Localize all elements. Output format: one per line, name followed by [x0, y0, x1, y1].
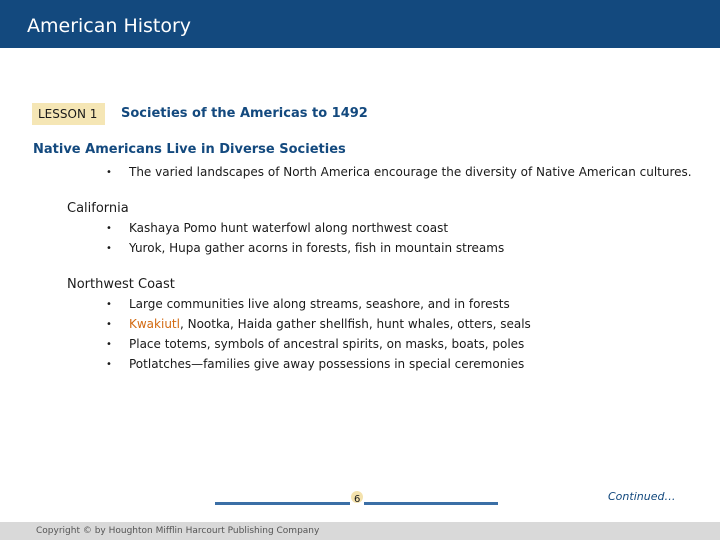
lesson-tag [32, 103, 105, 125]
footer-rule-left [215, 502, 350, 505]
northwest-bullet-rest: , Nootka, Haida gather shellfish, hunt whales, otters, seals [179, 317, 531, 331]
bullet-marker: • [106, 299, 112, 310]
footer-rule-right [364, 502, 498, 505]
northwest-bullet: Potlatches—families give away possessions in special ceremonies [129, 357, 525, 371]
northwest-heading: Northwest Coast [67, 277, 175, 292]
northwest-bullet: Place totems, symbols of ancestral spirits, on masks, boats, poles [129, 337, 525, 351]
bullet-marker: • [106, 223, 112, 234]
lesson-title: Societies of the Americas to 1492 [121, 106, 368, 121]
california-bullet: Yurok, Hupa gather acorns in forests, fish in mountain streams [129, 241, 505, 255]
bullet-marker: • [106, 359, 112, 370]
intro-bullet: The varied landscapes of North America encourage the diversity of Native American cultures. [129, 165, 692, 179]
bullet-marker: • [106, 243, 112, 254]
california-bullet: Kashaya Pomo hunt waterfowl along northwest coast [129, 221, 449, 235]
bullet-marker: • [106, 339, 112, 350]
copyright-text: Copyright © by Houghton Mifflin Harcourt Publishing Company [36, 526, 320, 536]
california-heading: California [67, 201, 129, 216]
footer-bar [0, 522, 720, 540]
bullet-marker: • [106, 167, 112, 178]
page-header-title: American History [27, 15, 192, 37]
northwest-bullet: Large communities live along streams, seashore, and in forests [129, 297, 510, 311]
northwest-bullet [129, 316, 531, 332]
header-bar [0, 0, 720, 48]
section-heading: Native Americans Live in Diverse Societies [33, 142, 346, 157]
continued-label: Continued… [608, 490, 676, 503]
page-number: 6 [354, 494, 361, 505]
kwakiutl-highlight: Kwakiutl [129, 317, 180, 331]
lesson-tag-label: LESSON 1 [38, 107, 98, 121]
bullet-marker: • [106, 319, 112, 330]
